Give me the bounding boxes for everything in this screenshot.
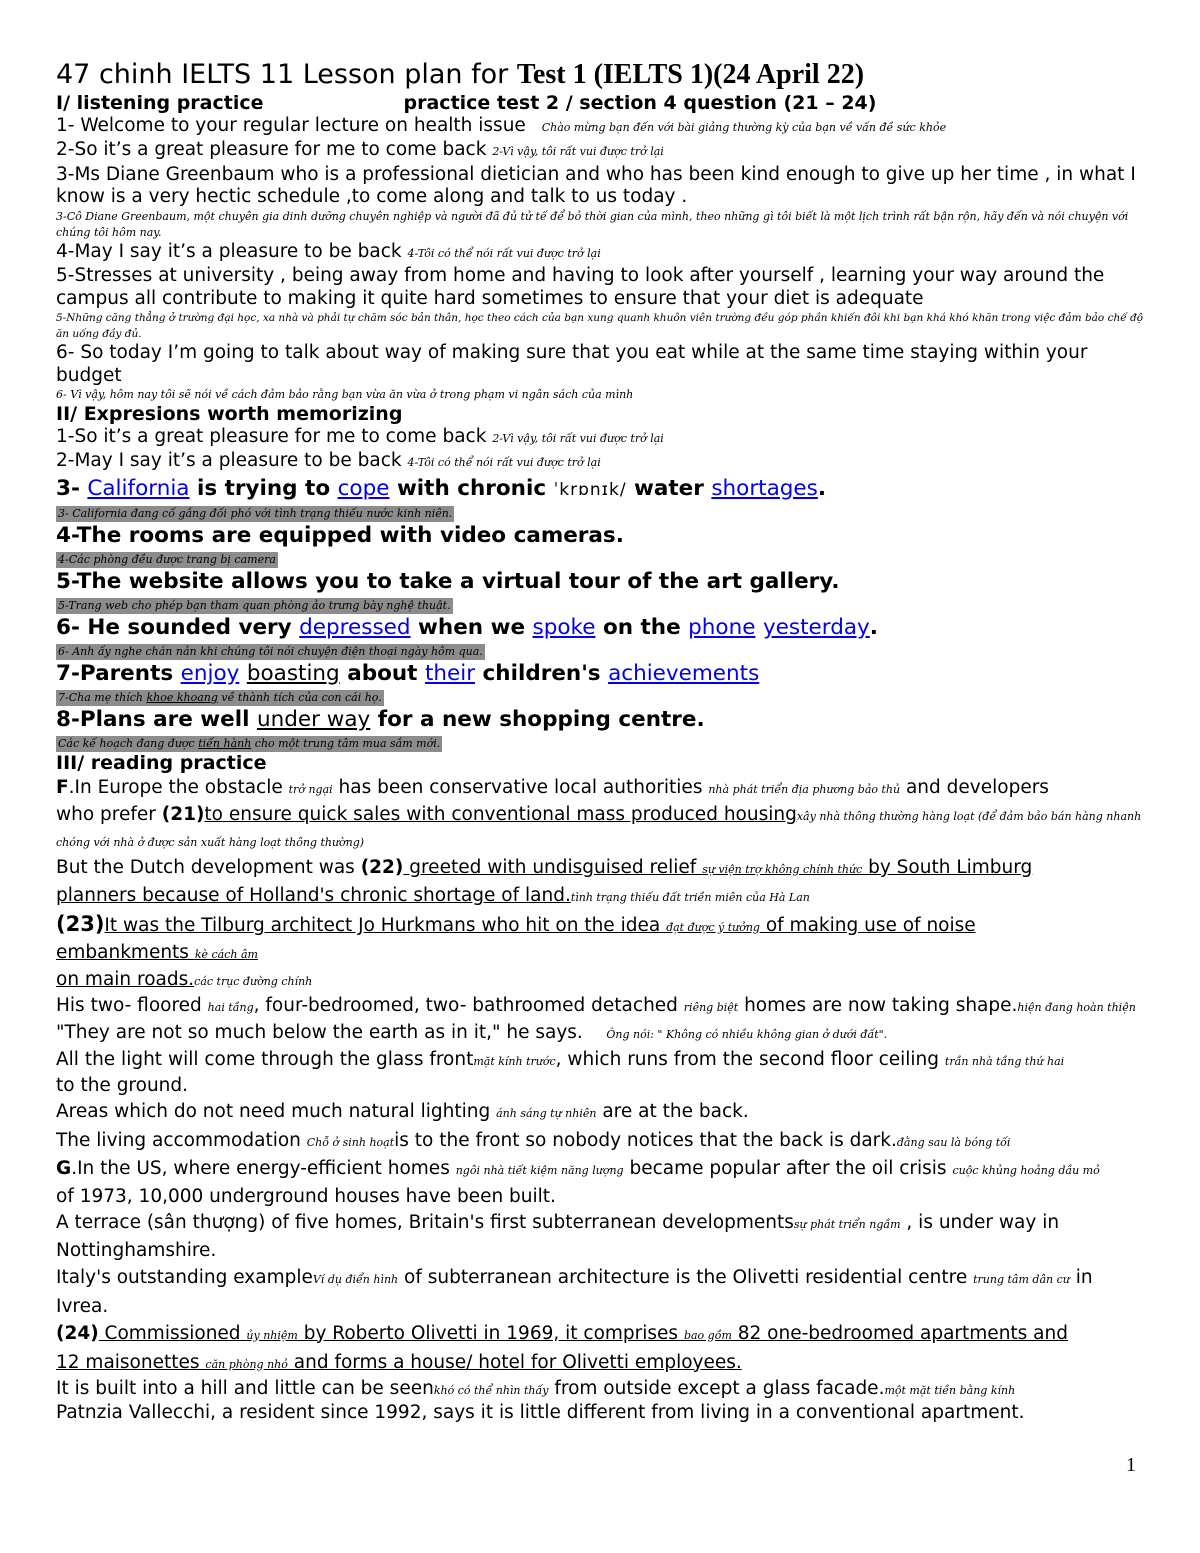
expression-4-vi: 4-Các phòng đều được trang bị camera <box>58 552 276 566</box>
expression-6: 6- He sounded very depressed when we spoke on the phone yesterday. <box>56 614 878 640</box>
expression-5-vi: 5-Trang web cho phép bạn tham quan phòng ảo trưng bày nghệ thuật. <box>58 598 451 612</box>
listening-line-5-vi: 5-Những căng thẳng ở trường đại học, xa nhà và phải tự chăm sóc bản thân, học theo cách của bạn xung quanh khuôn viên trường đều góp phần khiến đôi khi bạn khá khó khăn trong việc đảm bảo chế độ ăn uống đầy đủ. <box>56 312 1144 340</box>
listening-line-3: 3-Ms Diane Greenbaum who is a professional dietician and who has been kind enough to give up her time , in what I know is a very hectic schedule ,to come along and talk to us today . <box>56 163 1136 207</box>
link-achievements[interactable]: achievements <box>608 660 760 686</box>
link-cope[interactable]: cope <box>337 475 390 501</box>
listening-line-4: 4-May I say it’s a pleasure to be back 4-Tôi có thể nói rất vui được trở lại <box>56 240 601 262</box>
link-yesterday[interactable]: yesterday <box>762 614 870 640</box>
reading-f-line-5: (23)It was the Tilburg architect Jo Hurkmans who hit on the idea đạt được ý tưởng of making use of noise <box>56 912 976 936</box>
reading-g-line-6: 12 maisonettes căn phòng nhỏ and forms a house/ hotel for Olivetti employees. <box>56 1351 742 1373</box>
reading-f-line-4: planners because of Holland's chronic shortage of land.tình trạng thiếu đất triền miên của Hà Lan <box>56 885 810 906</box>
expression-4: 4-The rooms are equipped with video cameras. <box>56 522 624 548</box>
link-enjoy[interactable]: enjoy <box>180 660 240 686</box>
expression-8: 8-Plans are well under way for a new shopping centre. <box>56 706 705 732</box>
link-depressed[interactable]: depressed <box>299 614 411 640</box>
reading-g-line-5: (24) Commissioned ủy nhiệm by Roberto Olivetti in 1969, it comprises bao gồm 82 one-bedroomed apartments and <box>56 1322 1068 1344</box>
listening-line-5: 5-Stresses at university , being away from home and having to look after yourself , learning your way around the campus all contribute to making it quite hard sometimes to ensure that your diet is adequate <box>56 265 1105 309</box>
reading-g-line-2: of 1973, 10,000 underground houses have been built. <box>56 1185 556 1207</box>
document-title: 47 chinh IELTS 11 Lesson plan for Test 1 (IELTS 1)(24 April 22) <box>56 59 865 90</box>
listening-line-3-vi: 3-Cô Diane Greenbaum, một chuyên gia dinh dưỡng chuyên nghiệp và người đã đủ tử tế để bỏ thời gian của mình, theo những gì tôi biết là một lịch trình rất bận rộn, hãy đến và nói chuyện với chúng tôi hôm nay. <box>56 209 1129 239</box>
reading-f-line-2: who prefer (21)to ensure quick sales with conventional mass produced housingxây nhà thông thường hàng loạt (để đảm bảo bán hàng nhanh chóng với nhà ở được sản xuất hàng loạt thông thường) <box>56 804 1142 849</box>
listening-line-2: 2-So it’s a great pleasure for me to come back 2-Vì vậy, tôi rất vui được trở lại <box>56 139 664 160</box>
expression-5: 5-The website allows you to take a virtual tour of the art gallery. <box>56 568 840 594</box>
reading-f-line-7: on main roads.các trục đường chính <box>56 968 313 990</box>
reading-f-line-6: embankments kè cách âm <box>56 942 258 963</box>
link-shortages[interactable]: shortages <box>711 475 818 501</box>
expression-3-vi: 3- California đang cố gắng đối phó với tình trạng thiếu nước kinh niên. <box>58 506 453 520</box>
expression-7-vi: 7-Cha mẹ thích khoe khoang về thành tích của con cái họ. <box>58 690 382 704</box>
listening-line-6-vi: 6- Vì vậy, hôm nay tôi sẽ nói về cách đảm bảo rằng bạn vừa ăn vừa ở trong phạm vi ngân sách của mình <box>56 388 634 401</box>
expressions-heading: II/ Expresions worth memorizing <box>56 403 403 425</box>
reading-f-line-8: His two- floored hai tầng, four-bedroomed, two- bathroomed detached riêng biệt homes are now taking shape.hiện đang hoàn thiện <box>56 994 1136 1016</box>
listening-line-1: 1- Welcome to your regular lecture on health issue Chào mừng bạn đến với bài giảng thường kỳ của bạn về vấn đề sức khỏe <box>56 114 947 136</box>
expression-7: 7-Parents enjoy boasting about their children's achievements <box>56 660 760 686</box>
expression-2: 2-May I say it’s a pleasure to be back 4-Tôi có thể nói rất vui được trở lại <box>56 450 601 471</box>
expression-1: 1-So it’s a great pleasure for me to come back 2-Vì vậy, tôi rất vui được trở lại <box>56 425 664 447</box>
expression-3: 3- California is trying to cope with chronic ˈkrɒnɪk/ water shortages. <box>56 475 827 501</box>
reading-g-line-3: A terrace (sân thượng) of five homes, Britain's first subterranean developmentssự phát triển ngầm , is under way in Nottinghamshire. <box>56 1211 1060 1261</box>
link-spoke[interactable]: spoke <box>532 614 596 640</box>
listening-line-6: 6- So today I’m going to talk about way of making sure that you eat while at the same time staying within your budget <box>56 342 1088 386</box>
document-page <box>56 58 1146 1425</box>
reading-f-line-9: "They are not so much below the earth as in it," he says. Ông nói: " Không có nhiều không gian ở dưới đất". <box>56 1021 888 1043</box>
reading-g-line-8: Patnzia Vallecchi, a resident since 1992, says it is little different from living in a conventional apartment. <box>56 1402 1025 1423</box>
expression-6-vi: 6- Anh ấy nghe chán nản khi chúng tôi nói chuyện điện thoại ngày hôm qua. <box>58 644 483 658</box>
reading-f-line-3: But the Dutch development was (22) greeted with undisguised relief sự viện trợ không chính thức by South Limburg <box>56 857 1033 878</box>
reading-f-line-1: F.In Europe the obstacle trở ngại has been conservative local authorities nhà phát triển địa phương bảo thủ and developers <box>56 777 1049 798</box>
expression-8-vi: Các kế hoạch đang được tiến hành cho một trung tâm mua sắm mới. <box>58 736 441 750</box>
reading-f-line-12: The living accommodation Chỗ ở sinh hoạtis to the front so nobody notices that the back is dark.đằng sau là bóng tối <box>56 1129 1011 1151</box>
listening-heading: I/ listening practice practice test 2 / section 4 question (21 – 24) <box>56 92 877 114</box>
reading-f-line-10: All the light will come through the glass frontmặt kính trước, which runs from the second floor ceiling trần nhà tầng thứ hai to the ground. <box>56 1048 1065 1096</box>
link-california[interactable]: California <box>87 475 190 501</box>
link-phone[interactable]: phone <box>688 614 756 640</box>
reading-heading: III/ reading practice <box>56 751 267 774</box>
page-number: 1 <box>1126 1454 1136 1476</box>
reading-f-line-11: Areas which do not need much natural lighting ánh sáng tự nhiên are at the back. <box>56 1100 749 1122</box>
reading-g-line-1: G.In the US, where energy-efficient homes ngôi nhà tiết kiệm năng lượng became popular after the oil crisis cuộc khủng hoảng dầu mỏ <box>56 1157 1100 1179</box>
reading-g-line-7: It is built into a hill and little can be seenkhó có thể nhìn thấy from outside except a glass facade.một mặt tiền bằng kính <box>56 1377 1016 1399</box>
reading-g-line-4: Italy's outstanding exampleVí dụ điển hình of subterranean architecture is the Olivetti residential centre trung tâm dân cư in Ivrea. <box>56 1266 1093 1317</box>
link-their[interactable]: their <box>424 660 476 686</box>
